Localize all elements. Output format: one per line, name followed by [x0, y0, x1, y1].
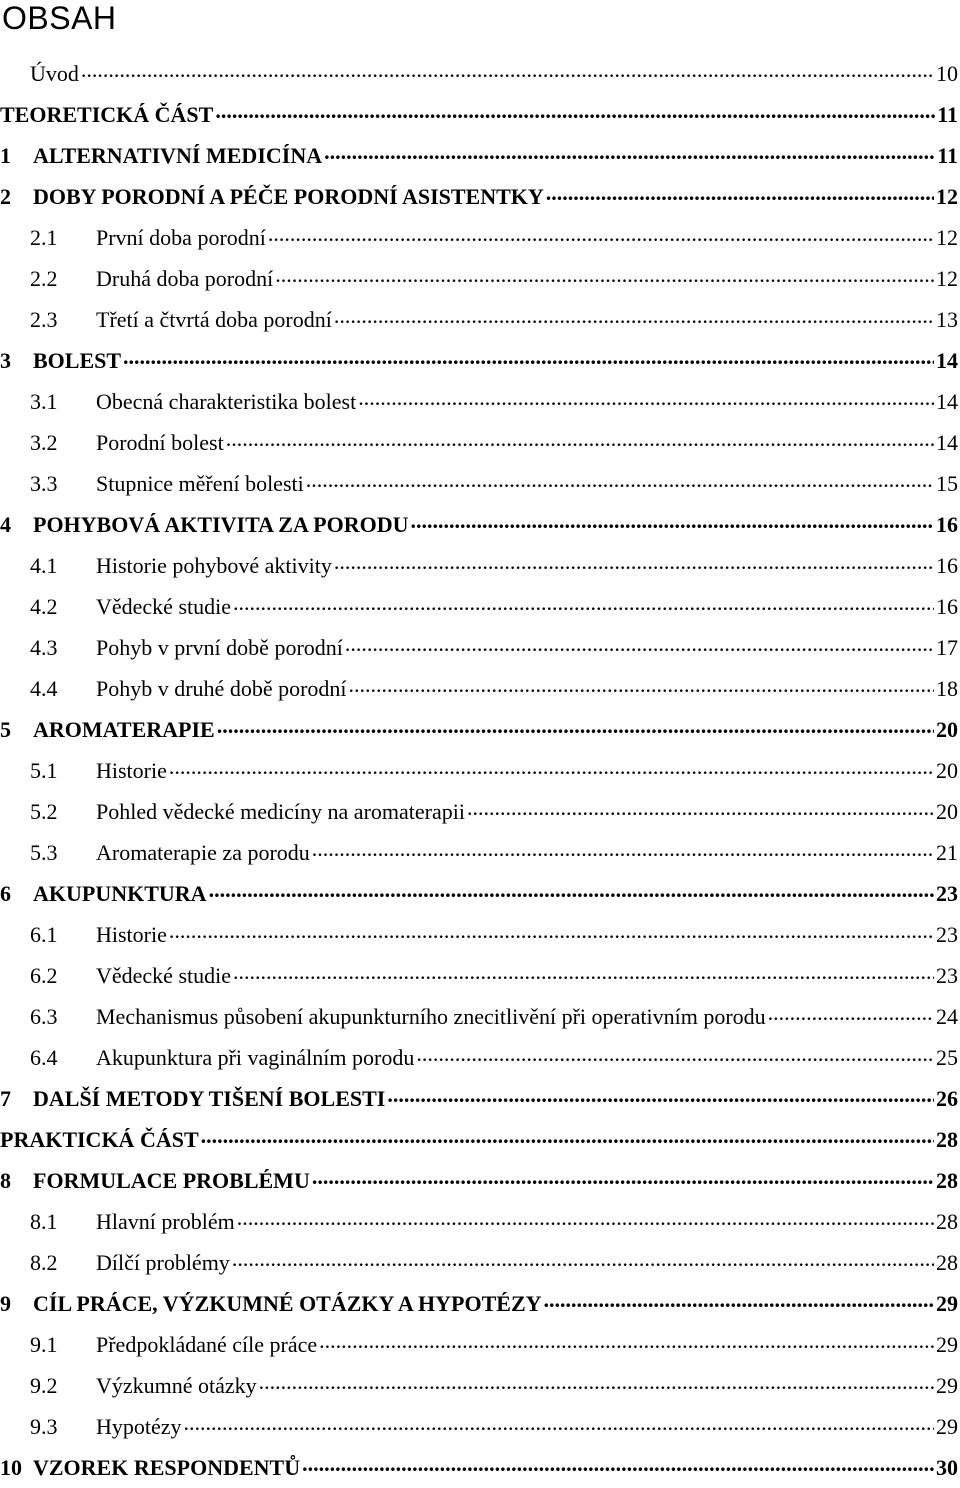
toc-dot-leader [226, 432, 934, 454]
toc-entry-label: FORMULACE PROBLÉMU [33, 1167, 310, 1193]
toc-entry-number: 4.1 [30, 552, 58, 578]
toc-entry-label: Hlavní problém [96, 1208, 235, 1234]
toc-entry-page-number: 23 [936, 962, 958, 988]
toc-entry-label: VZOREK RESPONDENTŮ [33, 1454, 301, 1480]
toc-dot-leader [209, 883, 934, 905]
toc-entry[interactable] [0, 914, 960, 955]
toc-entry-label: Dílčí problémy [96, 1249, 230, 1275]
toc-entry-number: 10 [0, 1454, 22, 1480]
toc-entry[interactable] [0, 463, 960, 504]
toc-dot-leader [349, 678, 934, 700]
toc-entry-page-number: 26 [936, 1085, 958, 1111]
toc-dot-leader [544, 1293, 934, 1315]
toc-entry-page-number: 14 [936, 388, 958, 414]
toc-entry-page-number: 29 [936, 1372, 958, 1398]
toc-entry-page-number: 21 [936, 839, 958, 865]
toc-entry[interactable] [0, 94, 960, 135]
toc-entry-label: První doba porodní [96, 224, 266, 250]
toc-entry-label: Třetí a čtvrtá doba porodní [96, 306, 332, 332]
toc-entry-number: 6.1 [30, 921, 58, 947]
toc-entry-number: 8 [0, 1167, 11, 1193]
toc-entry[interactable] [0, 1201, 960, 1242]
toc-entry[interactable] [0, 1447, 960, 1488]
toc-entry[interactable] [0, 422, 960, 463]
toc-dot-leader [324, 145, 935, 167]
toc-entry-label: Vědecké studie [96, 962, 231, 988]
toc-dot-leader [334, 309, 934, 331]
toc-entry-page-number: 18 [936, 675, 958, 701]
toc-entry-number: 6.4 [30, 1044, 58, 1070]
toc-entry-label: Historie [96, 757, 167, 783]
toc-entry[interactable] [0, 955, 960, 996]
toc-entry-label: AKUPUNKTURA [33, 880, 207, 906]
toc-entry-page-number: 28 [936, 1126, 958, 1152]
toc-entry-number: 4.3 [30, 634, 58, 660]
toc-dot-leader [169, 924, 934, 946]
toc-entry-number: 6 [0, 880, 11, 906]
toc-entry-label: Výzkumné otázky [96, 1372, 257, 1398]
toc-entry[interactable] [0, 340, 960, 381]
toc-entry[interactable] [0, 1406, 960, 1447]
toc-entry[interactable] [0, 545, 960, 586]
toc-dot-leader [768, 1006, 934, 1028]
toc-entry[interactable] [0, 1160, 960, 1201]
toc-entry-number: 5 [0, 716, 11, 742]
table-of-contents [0, 53, 960, 1488]
toc-dot-leader [416, 1047, 934, 1069]
toc-entry-label: AROMATERAPIE [33, 716, 215, 742]
toc-dot-leader [233, 596, 934, 618]
toc-entry-label: Obecná charakteristika bolest [96, 388, 357, 414]
toc-dot-leader [81, 63, 934, 85]
toc-entry-number: 5.2 [30, 798, 58, 824]
toc-entry-page-number: 29 [936, 1290, 958, 1316]
toc-entry-label: POHYBOVÁ AKTIVITA ZA PORODU [33, 511, 409, 537]
toc-entry-number: 2.3 [30, 306, 58, 332]
toc-entry[interactable] [0, 135, 960, 176]
toc-entry[interactable] [0, 217, 960, 258]
toc-entry-number: 3.1 [30, 388, 58, 414]
toc-entry-number: 5.1 [30, 757, 58, 783]
toc-entry-page-number: 13 [936, 306, 958, 332]
toc-entry-label: CÍL PRÁCE, VÝZKUMNÉ OTÁZKY A HYPOTÉZY [33, 1290, 542, 1316]
toc-entry-label: Pohyb v první době porodní [96, 634, 343, 660]
toc-entry[interactable] [0, 668, 960, 709]
toc-dot-leader [259, 1375, 934, 1397]
toc-entry-page-number: 20 [936, 798, 958, 824]
toc-entry-page-number: 24 [936, 1003, 958, 1029]
toc-entry[interactable] [0, 873, 960, 914]
toc-entry-number: 2.2 [30, 265, 58, 291]
toc-entry-number: 9.2 [30, 1372, 58, 1398]
toc-dot-leader [169, 760, 934, 782]
toc-entry-page-number: 28 [936, 1249, 958, 1275]
toc-entry-page-number: 23 [936, 921, 958, 947]
toc-entry[interactable] [0, 53, 960, 94]
toc-entry[interactable] [0, 1037, 960, 1078]
toc-entry-number: 8.2 [30, 1249, 58, 1275]
toc-dot-leader [546, 186, 934, 208]
toc-entry-number: 9 [0, 1290, 11, 1316]
toc-dot-leader [410, 514, 934, 536]
toc-dot-leader [334, 555, 934, 577]
toc-entry-page-number: 17 [936, 634, 958, 660]
toc-entry-page-number: 15 [936, 470, 958, 496]
toc-entry[interactable] [0, 627, 960, 668]
toc-entry-label: DALŠÍ METODY TIŠENÍ BOLESTI [33, 1085, 386, 1111]
toc-entry-number: 1 [0, 142, 11, 168]
toc-entry[interactable] [0, 1324, 960, 1365]
toc-entry-page-number: 16 [936, 593, 958, 619]
toc-entry-page-number: 14 [936, 429, 958, 455]
toc-entry[interactable] [0, 1078, 960, 1119]
toc-dot-leader [319, 1334, 934, 1356]
toc-dot-leader [217, 719, 934, 741]
toc-entry-label: Pohyb v druhé době porodní [96, 675, 347, 701]
toc-entry-label: PRAKTICKÁ ČÁST [0, 1126, 199, 1152]
toc-entry-page-number: 20 [936, 757, 958, 783]
toc-entry-page-number: 11 [937, 142, 958, 168]
toc-entry-page-number: 12 [936, 183, 958, 209]
toc-entry-page-number: 23 [936, 880, 958, 906]
toc-entry-page-number: 29 [936, 1413, 958, 1439]
toc-dot-leader [268, 227, 934, 249]
toc-entry[interactable] [0, 258, 960, 299]
toc-entry-label: Vědecké studie [96, 593, 231, 619]
toc-dot-leader [233, 965, 934, 987]
toc-entry[interactable] [0, 791, 960, 832]
toc-entry-number: 2.1 [30, 224, 58, 250]
toc-entry-label: Porodní bolest [96, 429, 224, 455]
toc-dot-leader [358, 391, 934, 413]
toc-entry-page-number: 16 [936, 511, 958, 537]
toc-entry[interactable] [0, 750, 960, 791]
toc-dot-leader [302, 1457, 934, 1479]
toc-entry-label: DOBY PORODNÍ A PÉČE PORODNÍ ASISTENTKY [33, 183, 544, 209]
toc-entry-number: 9.3 [30, 1413, 58, 1439]
toc-entry-page-number: 11 [937, 101, 958, 127]
toc-entry-label: TEORETICKÁ ČÁST [0, 101, 214, 127]
toc-dot-leader [184, 1416, 934, 1438]
toc-entry-label: ALTERNATIVNÍ MEDICÍNA [33, 142, 323, 168]
toc-dot-leader [306, 473, 934, 495]
toc-dot-leader [345, 637, 934, 659]
toc-entry-number: 6.2 [30, 962, 58, 988]
toc-entry[interactable] [0, 1365, 960, 1406]
toc-dot-leader [312, 1170, 934, 1192]
toc-entry-page-number: 28 [936, 1208, 958, 1234]
toc-dot-leader [215, 104, 935, 126]
toc-entry[interactable] [0, 176, 960, 217]
toc-entry-label: Úvod [30, 60, 79, 86]
toc-entry-label: Druhá doba porodní [96, 265, 274, 291]
toc-entry-number: 3 [0, 347, 11, 373]
toc-entry-number: 8.1 [30, 1208, 58, 1234]
toc-entry[interactable] [0, 381, 960, 422]
toc-entry-label: Stupnice měření bolesti [96, 470, 304, 496]
toc-entry[interactable] [0, 832, 960, 873]
toc-entry-page-number: 10 [936, 60, 958, 86]
toc-entry-page-number: 25 [936, 1044, 958, 1070]
toc-dot-leader [467, 801, 934, 823]
toc-entry-number: 3.3 [30, 470, 58, 496]
toc-entry[interactable] [0, 504, 960, 545]
toc-entry-page-number: 14 [936, 347, 958, 373]
toc-entry[interactable] [0, 299, 960, 340]
toc-entry[interactable] [0, 1283, 960, 1324]
toc-entry-number: 9.1 [30, 1331, 58, 1357]
toc-entry-label: Historie pohybové aktivity [96, 552, 332, 578]
toc-entry-page-number: 12 [936, 224, 958, 250]
toc-entry-number: 6.3 [30, 1003, 58, 1029]
page-title: OBSAH [2, 0, 117, 36]
toc-dot-leader [123, 350, 934, 372]
toc-entry-number: 7 [0, 1085, 11, 1111]
toc-entry-label: Historie [96, 921, 167, 947]
toc-entry-number: 4.4 [30, 675, 58, 701]
toc-entry[interactable] [0, 586, 960, 627]
toc-entry-label: Hypotézy [96, 1413, 182, 1439]
toc-entry-page-number: 28 [936, 1167, 958, 1193]
toc-entry-number: 3.2 [30, 429, 58, 455]
toc-dot-leader [387, 1088, 934, 1110]
toc-entry-label: Akupunktura při vaginálním porodu [96, 1044, 415, 1070]
toc-entry-page-number: 12 [936, 265, 958, 291]
toc-dot-leader [275, 268, 934, 290]
toc-dot-leader [201, 1129, 934, 1151]
toc-entry-number: 2 [0, 183, 11, 209]
toc-entry[interactable] [0, 996, 960, 1037]
toc-entry-page-number: 20 [936, 716, 958, 742]
toc-entry-label: Předpokládané cíle práce [96, 1331, 318, 1357]
toc-dot-leader [312, 842, 934, 864]
toc-entry-page-number: 16 [936, 552, 958, 578]
toc-entry-page-number: 29 [936, 1331, 958, 1357]
toc-entry-number: 5.3 [30, 839, 58, 865]
toc-entry[interactable] [0, 709, 960, 750]
toc-entry-number: 4.2 [30, 593, 58, 619]
toc-dot-leader [232, 1252, 934, 1274]
toc-entry-number: 4 [0, 511, 11, 537]
toc-entry-label: Pohled vědecké medicíny na aromaterapii [96, 798, 465, 824]
toc-entry-label: Mechanismus působení akupunkturního znecitlivění při operativním porodu [96, 1003, 766, 1029]
toc-entry[interactable] [0, 1119, 960, 1160]
toc-entry-page-number: 30 [936, 1454, 958, 1480]
toc-entry[interactable] [0, 1242, 960, 1283]
toc-entry-label: Aromaterapie za porodu [96, 839, 310, 865]
toc-dot-leader [237, 1211, 934, 1233]
toc-entry-label: BOLEST [33, 347, 122, 373]
